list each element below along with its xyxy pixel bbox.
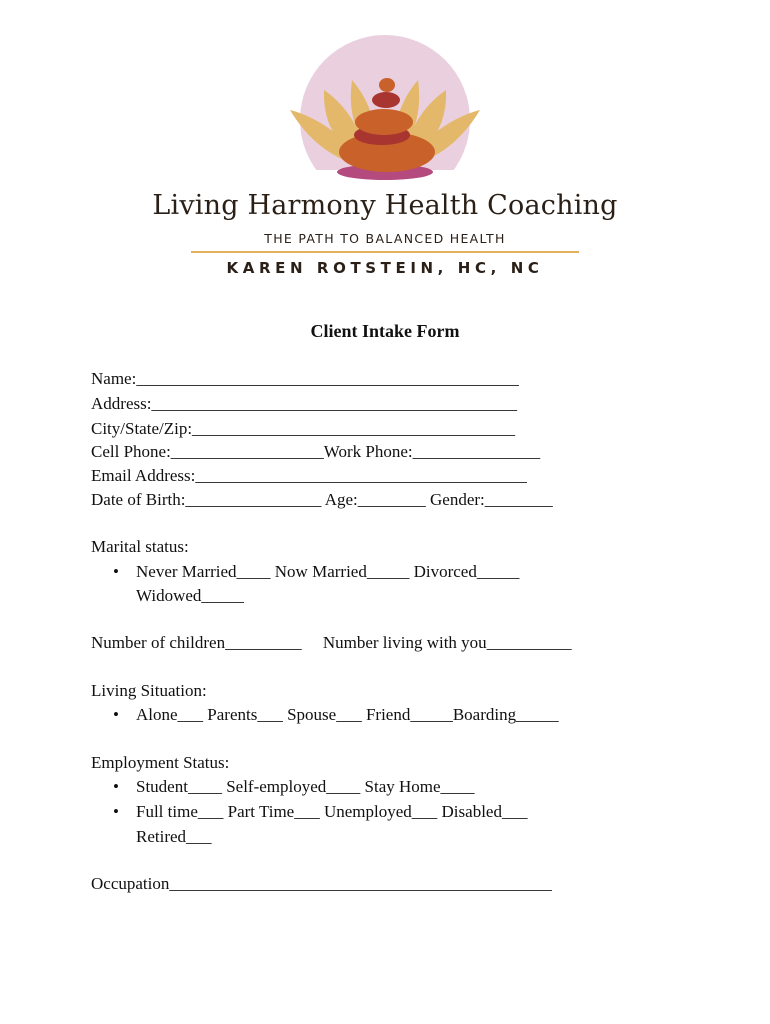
employment-options-line3[interactable]: Retired___ [136, 827, 212, 846]
dob-age-gender-fields[interactable]: Date of Birth:________________ Age:________ Gender:________ [91, 490, 553, 509]
marital-options-line2[interactable]: Widowed_____ [136, 586, 244, 605]
bullet: • [113, 802, 119, 821]
logo-stone-top [379, 78, 395, 92]
occupation-field[interactable]: Occupation_____________________________________________ [91, 874, 552, 893]
coach-name: KAREN ROTSTEIN, HC, NC [226, 259, 544, 277]
lotus-stone-logo [0, 0, 770, 300]
logo-stone-upper [372, 92, 400, 108]
bullet: • [113, 562, 119, 581]
living-situation-label: Living Situation: [91, 681, 207, 700]
employment-options-line1[interactable]: Student____ Self-employed____ Stay Home____ [136, 777, 475, 796]
logo-stone-middle [355, 109, 413, 135]
children-fields[interactable]: Number of children_________ Number living with you__________ [91, 633, 572, 652]
employment-status-label: Employment Status: [91, 753, 230, 772]
form-title: Client Intake Form [310, 321, 460, 341]
bullet: • [113, 705, 119, 724]
city-state-zip-field[interactable]: City/State/Zip:______________________________________ [91, 419, 516, 438]
bullet: • [113, 777, 119, 796]
marital-status-label: Marital status: [91, 537, 189, 556]
living-situation-options[interactable]: Alone___ Parents___ Spouse___ Friend_____Boarding_____ [136, 705, 559, 724]
employment-options-line2[interactable]: Full time___ Part Time___ Unemployed___ Disabled___ [136, 802, 528, 821]
brand-divider [191, 251, 579, 253]
brand-name: Living Harmony Health Coaching [152, 190, 618, 221]
address-field[interactable]: Address:___________________________________________ [91, 394, 517, 413]
name-field[interactable]: Name:_____________________________________________ [91, 369, 519, 388]
brand-tagline: THE PATH TO BALANCED HEALTH [264, 231, 506, 246]
email-field[interactable]: Email Address:_______________________________________ [91, 466, 527, 485]
phone-fields[interactable]: Cell Phone:__________________Work Phone:_______________ [91, 442, 541, 461]
marital-options-line1[interactable]: Never Married____ Now Married_____ Divorced_____ [136, 562, 520, 581]
